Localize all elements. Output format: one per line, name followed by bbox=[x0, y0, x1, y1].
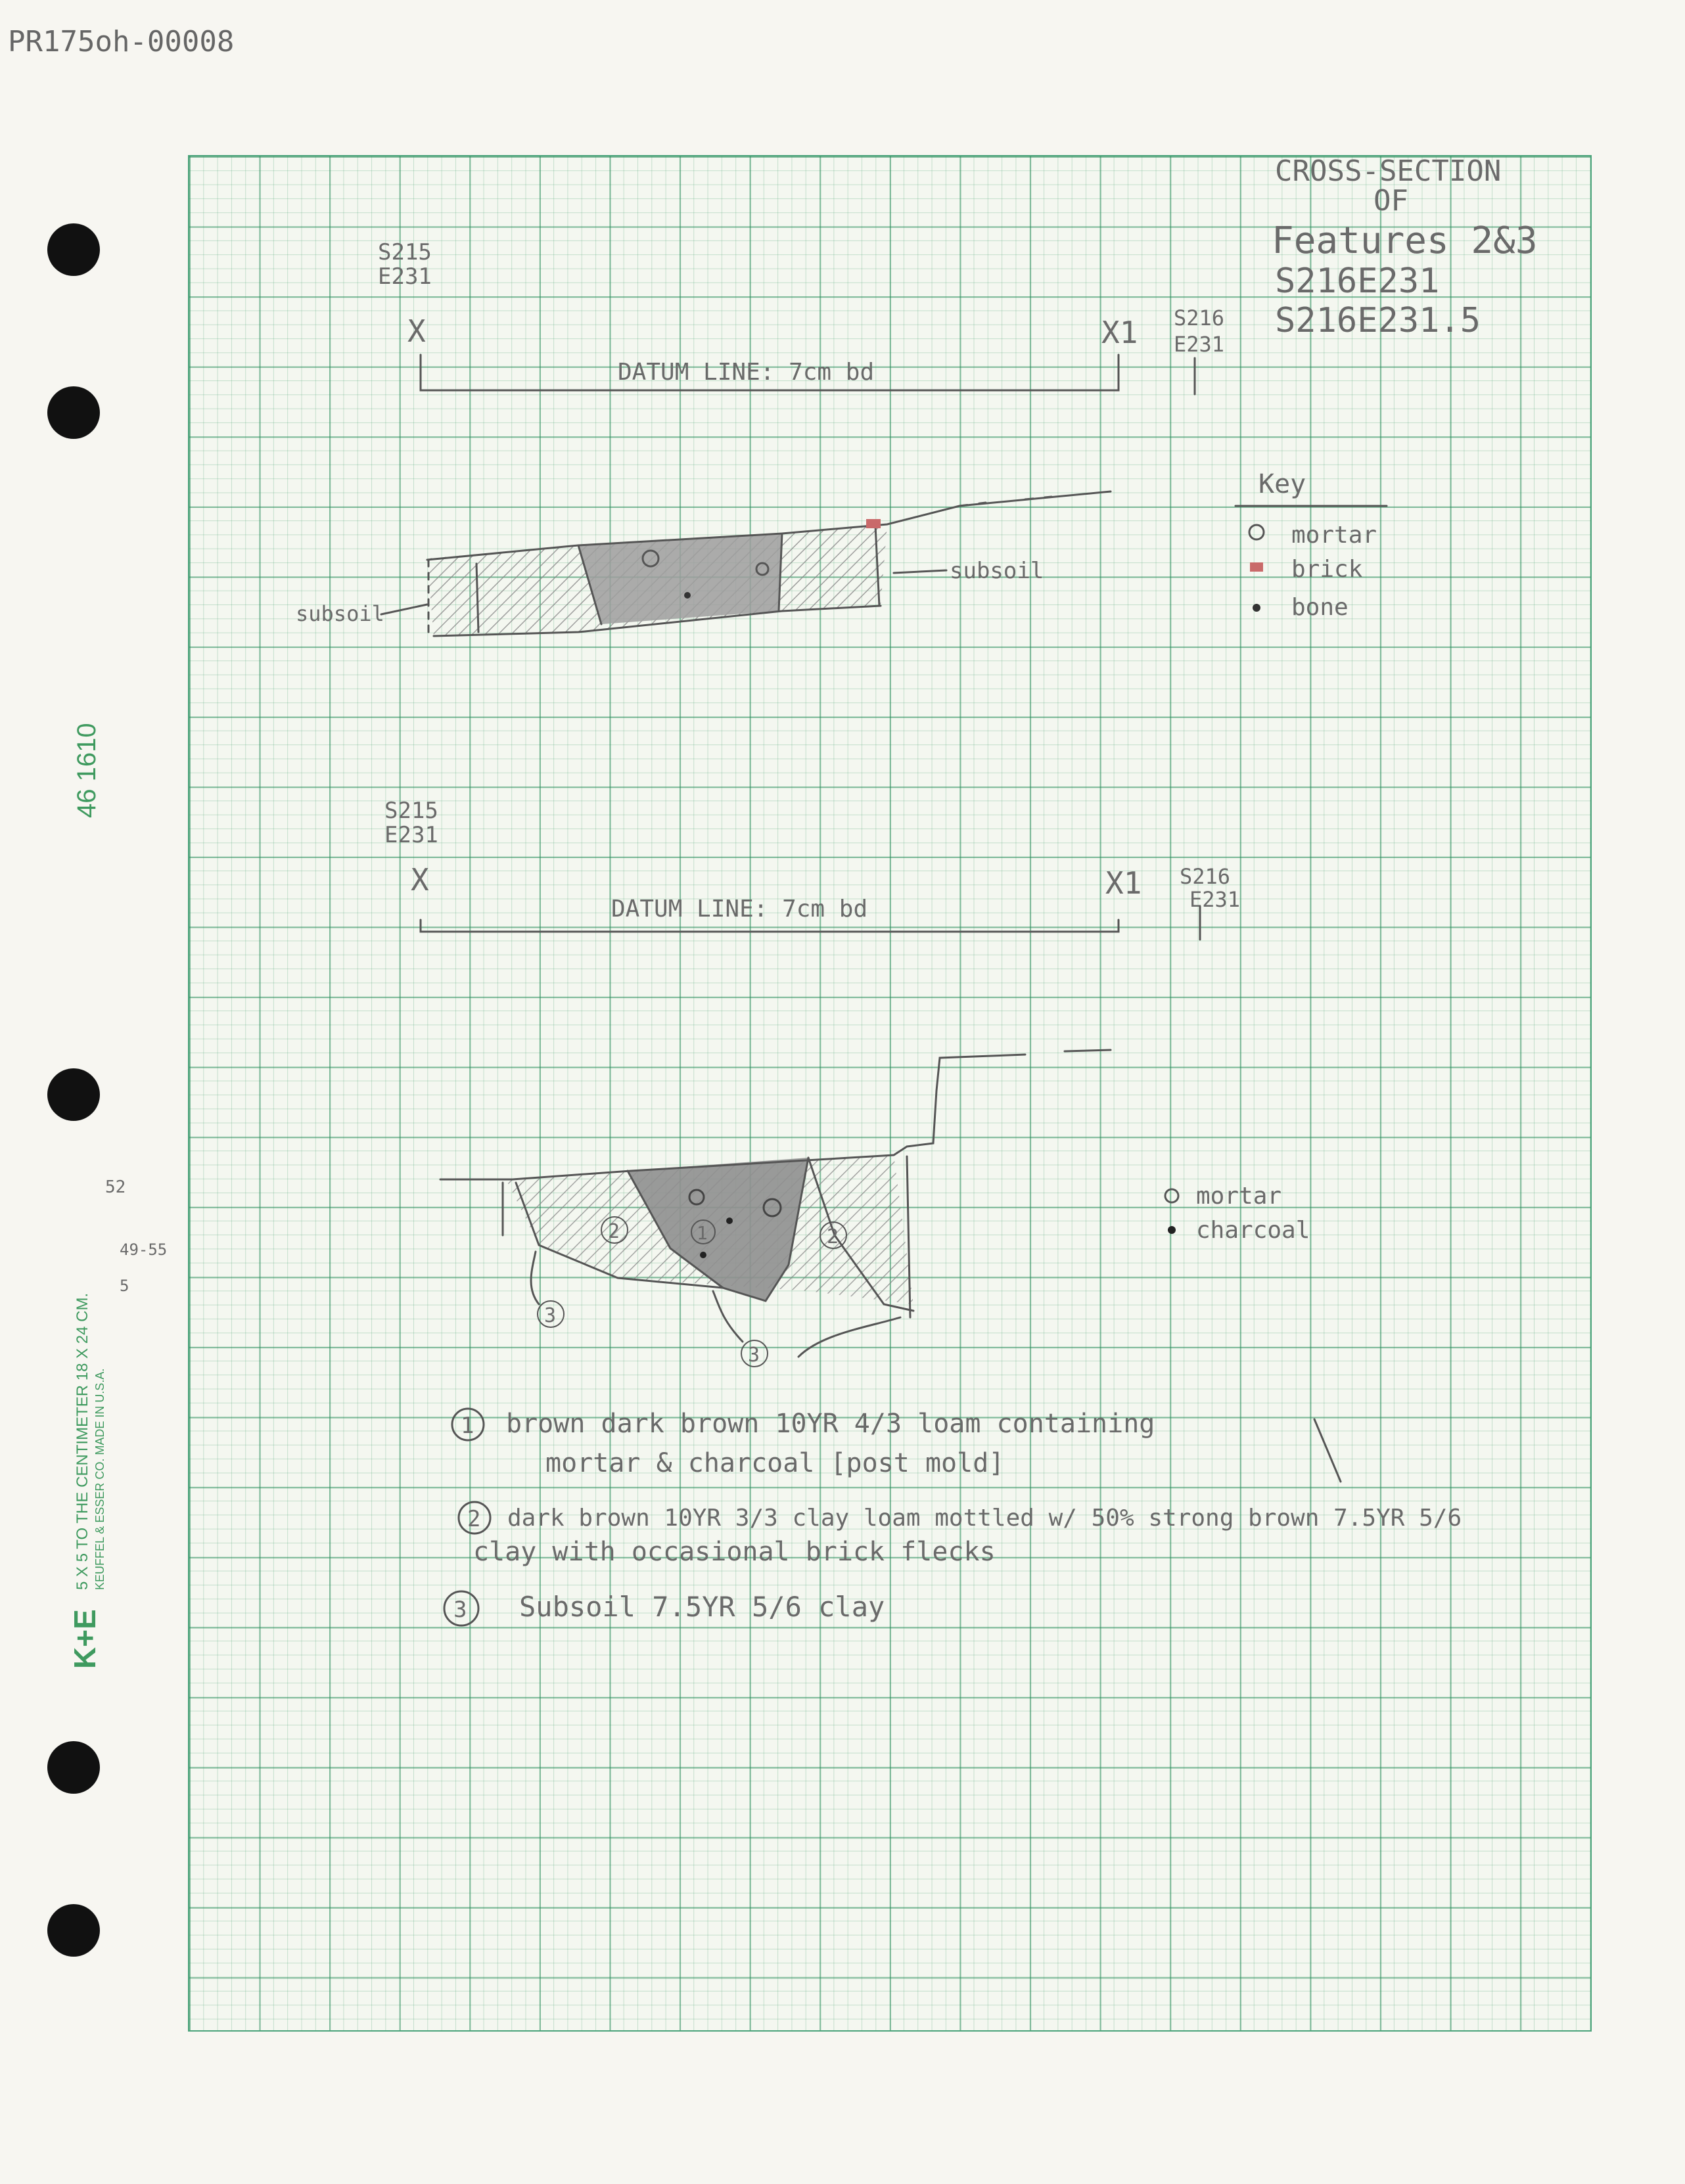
key-item: bone bbox=[1291, 594, 1349, 621]
subsoil-label: subsoil bbox=[950, 558, 1044, 584]
x1-marker: X1 bbox=[1101, 315, 1138, 350]
datum-label: DATUM LINE: 7cm bd bbox=[611, 896, 868, 922]
title-line: CROSS-SECTION bbox=[1275, 154, 1502, 188]
key-item: mortar bbox=[1196, 1183, 1282, 1210]
note-line: Subsoil 7.5YR 5/6 clay bbox=[519, 1591, 885, 1623]
paper-brand: K+E bbox=[68, 1609, 102, 1669]
coord-label: S216 bbox=[1180, 864, 1231, 889]
section-1-profile bbox=[296, 239, 1224, 636]
section-2-profile bbox=[384, 798, 1240, 1367]
unit-number: 2 bbox=[827, 1225, 839, 1248]
note-number: 2 bbox=[467, 1506, 481, 1532]
charcoal-symbol bbox=[726, 1217, 733, 1224]
x-marker: X bbox=[411, 862, 429, 898]
note-number: 1 bbox=[461, 1413, 474, 1439]
bone-key-icon bbox=[1253, 604, 1260, 612]
key-item: mortar bbox=[1291, 522, 1377, 549]
charcoal-key-icon bbox=[1168, 1226, 1176, 1234]
mortar-key-icon bbox=[1249, 525, 1264, 539]
margin-mark: 5 bbox=[120, 1277, 129, 1295]
bone-symbol bbox=[684, 592, 691, 599]
title-line: OF bbox=[1373, 184, 1408, 217]
paper-spec: 5 X 5 TO THE CENTIMETER 18 X 24 CM. bbox=[74, 1292, 91, 1590]
drawing-title bbox=[1272, 154, 1538, 340]
coord-label: E231 bbox=[384, 822, 438, 848]
soil-description-notes bbox=[444, 1409, 1462, 1626]
margin-mark: 52 bbox=[105, 1177, 126, 1197]
unit-number: 3 bbox=[544, 1304, 557, 1327]
unit-number: 2 bbox=[608, 1220, 620, 1243]
datum-label: DATUM LINE: 7cm bd bbox=[618, 359, 875, 386]
unit-number: 3 bbox=[748, 1344, 760, 1367]
page-id: PR175oh-00008 bbox=[8, 25, 235, 58]
coord-label: E231 bbox=[1189, 887, 1241, 912]
brick-symbol bbox=[866, 519, 881, 528]
margin-mark: 49-55 bbox=[120, 1240, 168, 1259]
paper-maker: KEUFFEL & ESSER CO. MADE IN U.S.A. bbox=[93, 1368, 106, 1590]
note-number: 3 bbox=[453, 1597, 467, 1623]
coord-label: S216 bbox=[1174, 306, 1225, 330]
paper-code: 46 1610 bbox=[72, 723, 101, 818]
mortar-key-icon bbox=[1165, 1189, 1178, 1202]
section-2-key bbox=[1165, 1183, 1310, 1244]
charcoal-symbol bbox=[700, 1252, 706, 1258]
coord-label: E231 bbox=[1174, 332, 1225, 357]
key-title: Key bbox=[1258, 469, 1306, 499]
unit-number: 1 bbox=[697, 1222, 708, 1244]
note-line: brown dark brown 10YR 4/3 loam containing bbox=[506, 1409, 1155, 1439]
note-line: mortar & charcoal [post mold] bbox=[545, 1448, 1005, 1478]
key-item: brick bbox=[1291, 556, 1363, 583]
section-1-key bbox=[1235, 469, 1387, 621]
x1-marker: X1 bbox=[1105, 865, 1142, 901]
title-line: S216E231 bbox=[1275, 262, 1440, 301]
note-line: dark brown 10YR 3/3 clay loam mottled w/ 50% strong brown 7.5YR 5/6 bbox=[507, 1505, 1462, 1532]
coord-label: E231 bbox=[378, 263, 432, 290]
coord-label: S215 bbox=[384, 798, 438, 824]
ground-surface bbox=[440, 1050, 1111, 1179]
title-line: S216E231.5 bbox=[1275, 301, 1481, 340]
coord-label: S215 bbox=[378, 239, 432, 265]
brick-key-icon bbox=[1250, 562, 1263, 572]
subsoil-label: subsoil bbox=[296, 601, 384, 626]
key-item: charcoal bbox=[1196, 1217, 1310, 1244]
x-marker: X bbox=[407, 313, 426, 349]
note-line: clay with occasional brick flecks bbox=[473, 1537, 996, 1567]
title-line: Features 2&3 bbox=[1272, 219, 1538, 262]
